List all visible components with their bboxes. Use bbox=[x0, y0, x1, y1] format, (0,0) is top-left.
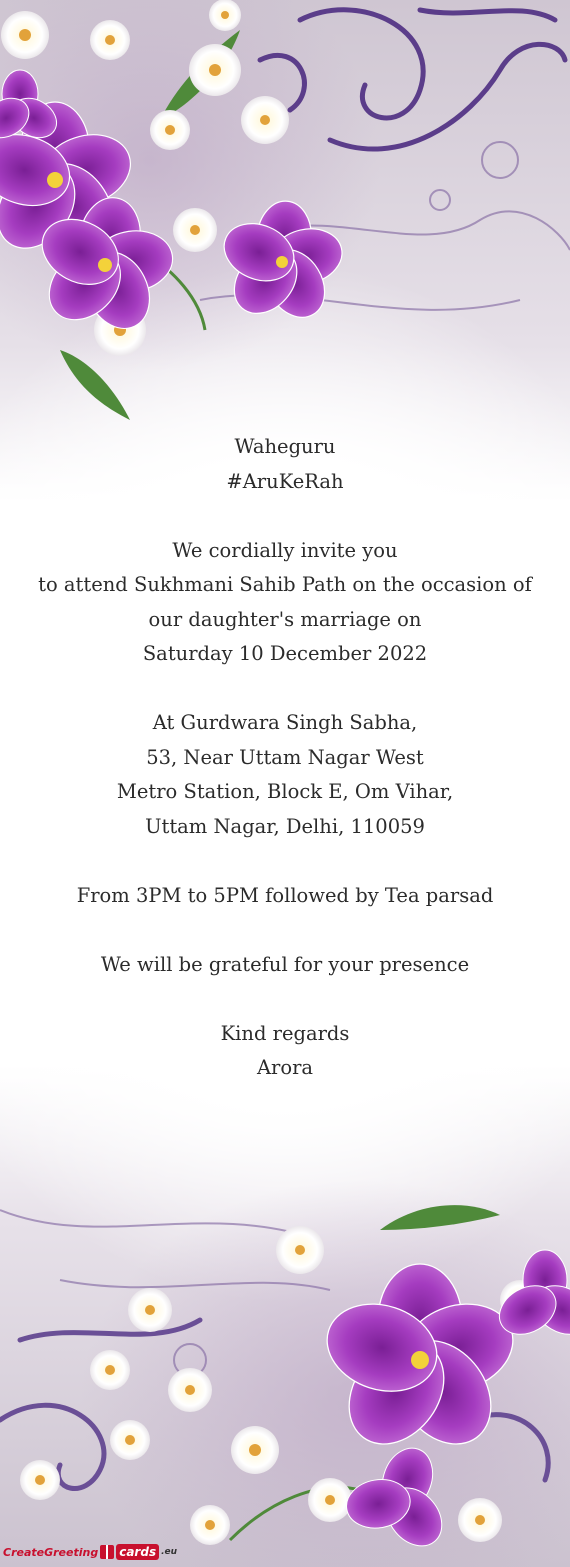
occasion-line-1: to attend Sukhmani Sahib Path on the occasion of bbox=[38, 573, 532, 596]
venue-line-4: Uttam Nagar, Delhi, 110059 bbox=[145, 814, 425, 838]
occasion-line-2: our daughter's marriage on bbox=[148, 607, 422, 631]
spacer bbox=[0, 844, 570, 879]
closing-line: Kind regards bbox=[220, 1021, 350, 1045]
greeting: Waheguru bbox=[234, 435, 336, 458]
invitation-text bbox=[0, 430, 570, 1086]
gratitude-line: We will be grateful for your presence bbox=[100, 952, 470, 976]
invite-line: We cordially invite you bbox=[172, 538, 398, 562]
event-date: Saturday 10 December 2022 bbox=[142, 642, 428, 665]
timing-line: From 3PM to 5PM followed by Tea parsad bbox=[76, 883, 494, 907]
bottom-floral-cluster bbox=[0, 1180, 570, 1567]
spacer bbox=[0, 982, 570, 1017]
spacer bbox=[0, 913, 570, 948]
venue-line-1: At Gurdwara Singh Sabha, bbox=[152, 711, 418, 734]
logo-text-2: cards bbox=[116, 1544, 159, 1560]
spacer bbox=[0, 499, 570, 534]
venue-line-2: 53, Near Uttam Nagar West bbox=[146, 745, 424, 769]
site-logo[interactable] bbox=[3, 1540, 177, 1564]
venue-line-3: Metro Station, Block E, Om Vihar, bbox=[116, 780, 454, 803]
logo-text-1: CreateGreeting bbox=[3, 1545, 99, 1559]
spacer bbox=[0, 672, 570, 707]
hashtag: #AruKeRah bbox=[226, 469, 344, 493]
top-floral-cluster bbox=[0, 0, 570, 420]
logo-text-3: .eu bbox=[161, 1547, 178, 1557]
signature: Arora bbox=[256, 1056, 314, 1079]
gift-icon bbox=[100, 1545, 114, 1559]
